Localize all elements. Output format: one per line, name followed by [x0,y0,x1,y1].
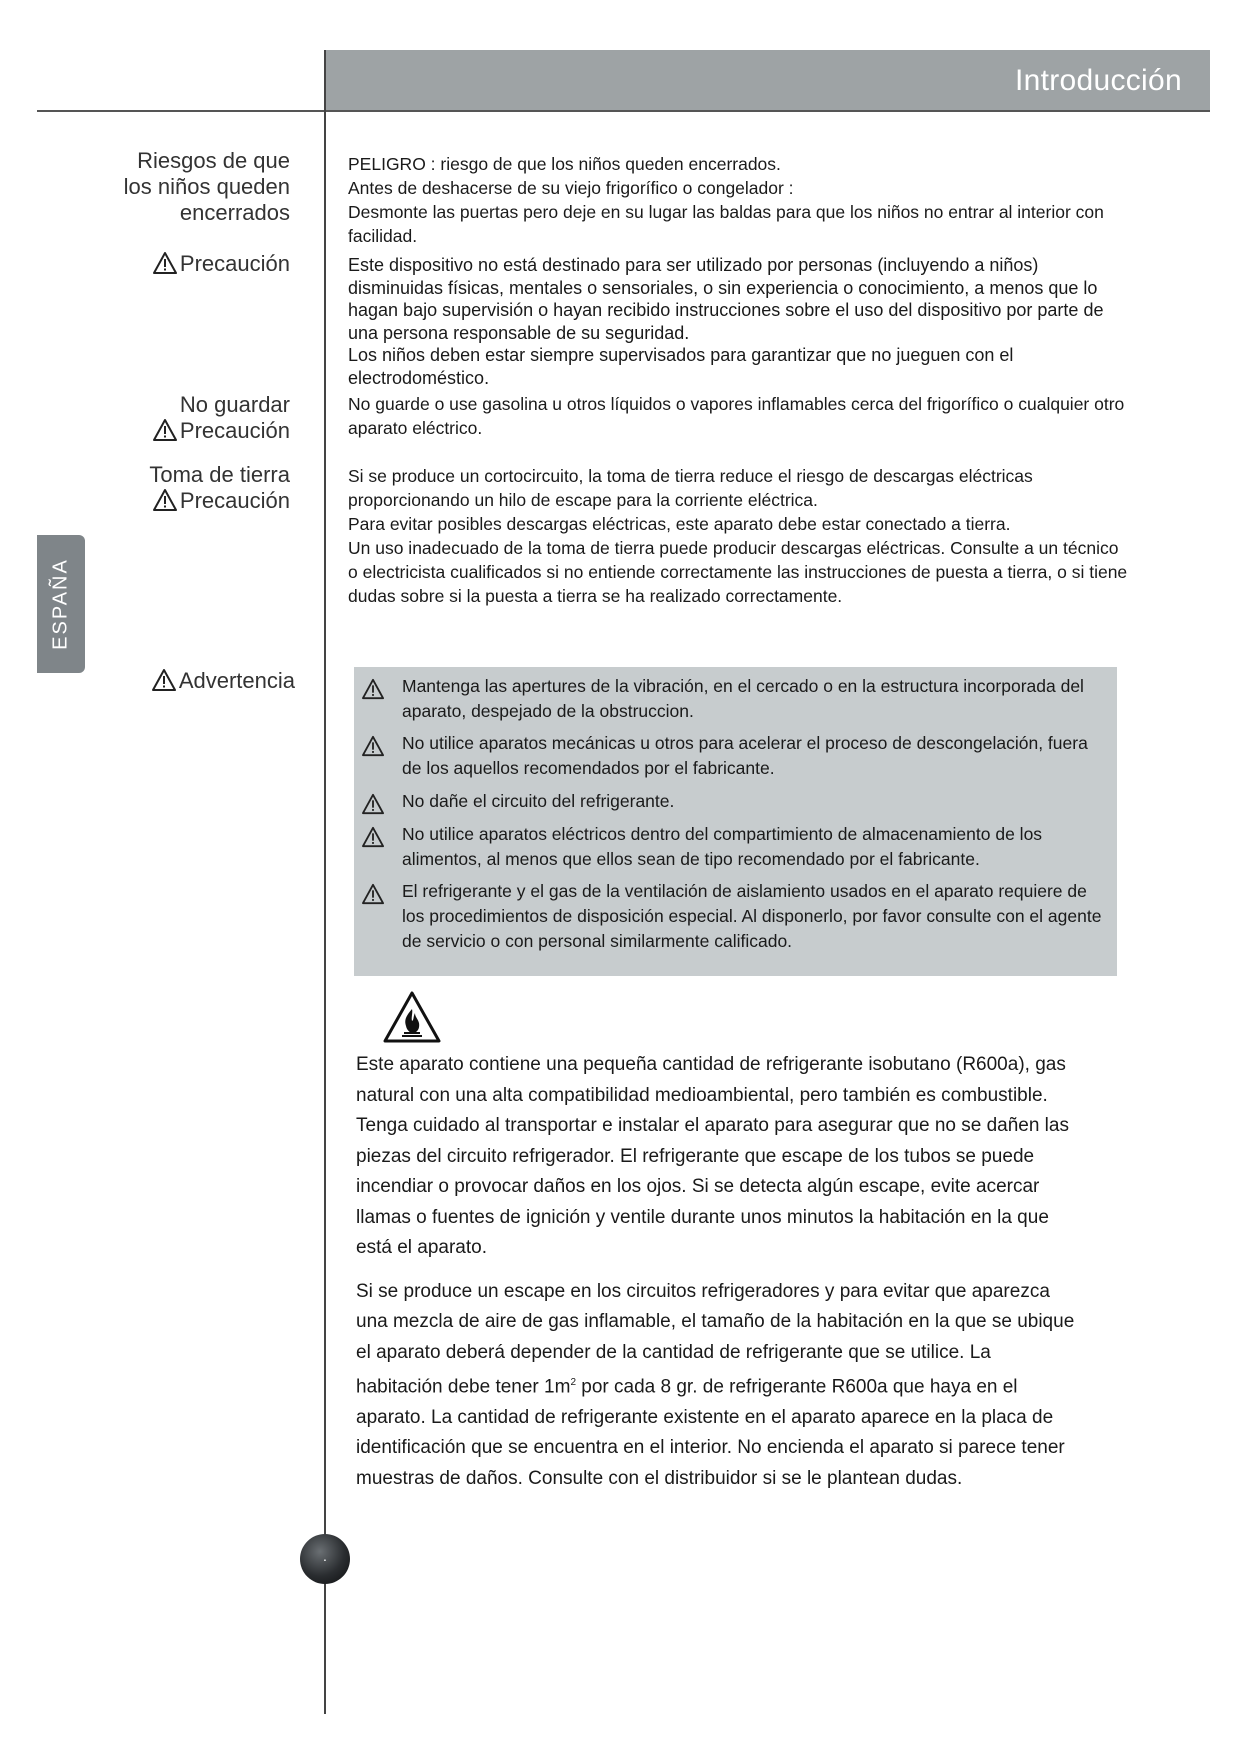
flammable-warning-icon [382,990,442,1044]
paragraph-part: Si se produce un escape en los circuitos refrigeradores y para evitar que aparezca una mezcla de aire de gas inflamable, el tamaño de la habitación en la que se ubique el aparato deberá depender de la cantidad de refrigerante que se utilice. La habitación debe tener 1m [356,1280,1075,1398]
section-label-caution [153,251,290,277]
section-label-nostore [153,392,290,444]
warning-item [362,879,1102,954]
page-number: . [323,1548,327,1564]
warning-triangle-icon [153,251,177,275]
language-tab-label: ESPAÑA [49,558,72,650]
warning-triangle-icon [362,826,384,848]
warning-triangle-icon [362,883,384,905]
warning-item [362,731,1102,781]
label-line: encerrados [179,200,290,225]
language-tab [37,535,85,673]
section-text-children [348,152,1128,248]
header-bar [325,50,1210,110]
warning-triangle-icon [362,793,384,815]
page-title: Introducción [1014,64,1182,97]
label-line: Precaución [179,488,290,513]
label-line: Advertencia [178,668,295,693]
warning-triangle-icon [362,735,384,757]
header-rule [37,110,1210,112]
paragraph: Este aparato contiene una pequeña cantidad de refrigerante isobutano (R600a), gas natural con una alta compatibilidad medioambiental, pero también es combustible. Tenga cuidado al transportar e instalar el aparato para asegurar que no se dañen las piezas del circuito refrigerador. El refrigerante que escape de los tubos se puede incendiar o provocar daños en los ojos. Si se detecta algún escape, evite acercar llamas o fuentes de ignición y ventile durante unos minutos la habitación en la que está el aparato. [356,1054,1069,1258]
label-line: No guardar [179,392,290,417]
label-line: Riesgos de que [137,148,290,173]
paragraph-part: por cada 8 gr. de refrigerante R600a que haya en el aparato. La cantidad de refrigerante existente en el aparato aparece en la placa de identificación que se encuentra en el interior. No encienda el aparato si parece tener muestras de daños. Consulte con el distribuidor si se le plantean dudas. [356,1376,1065,1489]
section-text-ground [348,464,1128,608]
label-line: Toma de tierra [149,462,290,487]
warning-item-text: No utilice aparatos mecánicas u otros para acelerar el proceso de descongelación, fuera de los aquellos recomendados por el fabricante. [402,733,1088,778]
paragraph: Si se produce un cortocircuito, la toma de tierra reduce el riesgo de descargas eléctricas proporcionando un hilo de escape para la corriente eléctrica. [348,466,1033,510]
label-line: los niños queden [123,174,290,199]
refrigerant-text [356,1050,1076,1507]
warning-box [354,667,1117,976]
warning-item [362,674,1102,724]
paragraph: Un uso inadecuado de la toma de tierra puede producir descargas eléctricas. Consulte a un técnico o electricista cualificados si no entiende correctamente las instrucciones de puesta a tierra, o si tiene dudas sobre si la puesta a tierra se ha realizado correctamente. [348,538,1128,606]
paragraph: No guarde o use gasolina u otros líquidos o vapores inflamables cerca del frigorífico o cualquier otro aparato eléctrico. [348,394,1125,438]
superscript: 2 [570,1377,576,1388]
warning-item [362,822,1102,872]
label-line: Precaución [179,251,290,276]
section-label-children [124,148,290,226]
paragraph: Antes de deshacerse de su viejo frigorífico o congelador : [348,178,794,198]
paragraph: Este dispositivo no está destinado para ser utilizado por personas (incluyendo a niños) disminuidas físicas, mentales o sensoriales, o sin experiencia o conocimiento, a menos que lo hagan bajo supervisión o hayan recibido instrucciones sobre el uso del dispositivo por parte de una persona responsable de su seguridad. [348,255,1104,343]
paragraph: PELIGRO : riesgo de que los niños queden encerrados. [348,154,781,174]
warning-item-text: El refrigerante y el gas de la ventilación de aislamiento usados en el aparato requiere de los procedimientos de disposición especial. Al disponerlo, por favor consulte con el agente de servicio o con personal similarmente calificado. [402,881,1102,951]
paragraph: Para evitar posibles descargas eléctricas, este aparato debe estar conectado a tierra. [348,514,1011,534]
warning-item-text: No dañe el circuito del refrigerante. [402,791,675,811]
section-text-nostore [348,392,1128,440]
vertical-rule [324,50,326,1714]
paragraph [356,1277,1076,1495]
section-label-warning [152,668,295,694]
warning-triangle-icon [153,418,177,442]
warning-item [362,789,1102,814]
warning-item-text: No utilice aparatos eléctricos dentro del compartimiento de almacenamiento de los alimentos, al menos que ellos sean de tipo recomendado por el fabricante. [402,824,1043,869]
warning-triangle-icon [362,678,384,700]
warning-triangle-icon [153,488,177,512]
paragraph: Los niños deben estar siempre supervisados para garantizar que no jueguen con el electrodoméstico. [348,345,1014,388]
label-line: Precaución [179,418,290,443]
section-label-ground [149,462,290,514]
paragraph: Desmonte las puertas pero deje en su lugar las baldas para que los niños no entrar al interior con facilidad. [348,202,1104,246]
warning-item-text: Mantenga las apertures de la vibración, en el cercado o en la estructura incorporada del aparato, despejado de la obstruccion. [402,676,1084,721]
warning-triangle-icon [152,668,176,692]
section-text-caution [348,254,1128,389]
page-number-badge [300,1534,350,1584]
